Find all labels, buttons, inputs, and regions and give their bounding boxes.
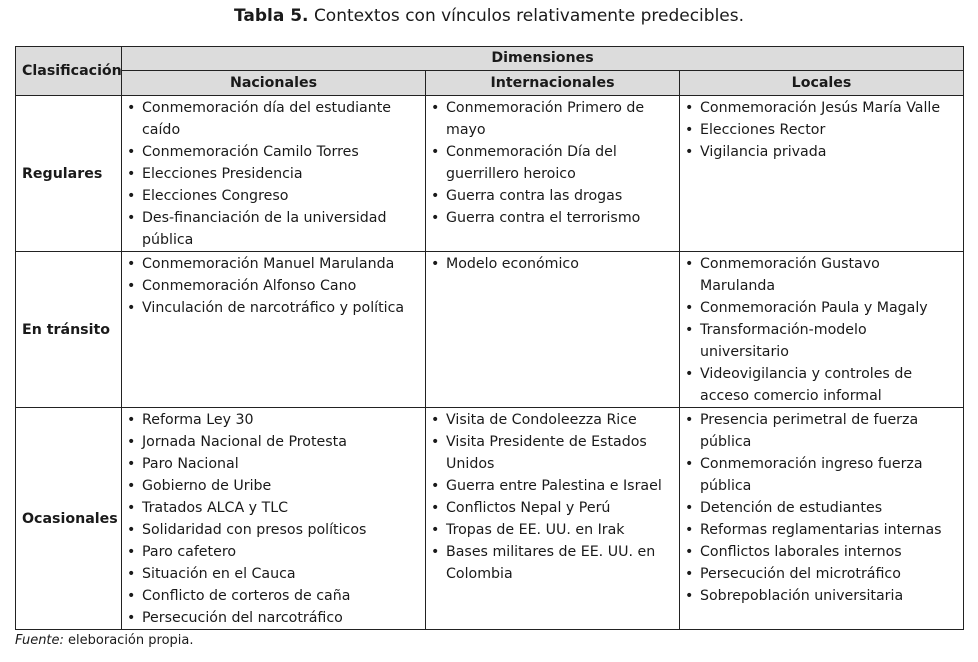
list-item: • Detención de estudiantes	[680, 497, 963, 519]
list-item: • Guerra contra el terrorismo	[426, 207, 679, 229]
cell-nacionales	[122, 252, 426, 408]
caption-title: Contextos con vínculos relativamente predecibles.	[313, 6, 745, 26]
list-item: • Tratados ALCA y TLC	[122, 497, 425, 519]
bullet-list	[122, 408, 425, 629]
list-item: • Conmemoración Paula y Magaly	[680, 297, 963, 319]
list-item: • Guerra entre Palestina e Israel	[426, 475, 679, 497]
list-item: • Conmemoración Jesús María Valle	[680, 97, 963, 119]
list-item: • Conflictos laborales internos	[680, 541, 963, 563]
bullet-list	[680, 96, 963, 163]
list-item: • Transformación-modelo universitario	[680, 319, 963, 363]
list-item: • Visita Presidente de Estados Unidos	[426, 431, 679, 475]
list-item: • Guerra contra las drogas	[426, 185, 679, 207]
list-item: • Persecución del microtráfico	[680, 563, 963, 585]
source-text: eleboración propia.	[68, 633, 194, 648]
list-item: • Gobierno de Uribe	[122, 475, 425, 497]
list-item: • Elecciones Presidencia	[122, 163, 425, 185]
list-item: • Presencia perimetral de fuerza pública	[680, 409, 963, 453]
list-item: • Conmemoración día del estudiante caído	[122, 97, 425, 141]
bullet-list	[426, 96, 679, 229]
row-label: En tránsito	[16, 252, 122, 408]
list-item: • Conmemoración Gustavo Marulanda	[680, 253, 963, 297]
caption-label: Tabla 5.	[233, 6, 309, 26]
list-item: • Videovigilancia y controles de acceso comercio informal	[680, 363, 963, 407]
header-nacionales: Nacionales	[122, 71, 426, 96]
header-locales: Locales	[680, 71, 964, 96]
table-row	[16, 408, 964, 630]
bullet-list	[680, 408, 963, 607]
bullet-list	[680, 252, 963, 407]
list-item: • Situación en el Cauca	[122, 563, 425, 585]
list-item: • Modelo económico	[426, 253, 679, 275]
header-dimensions: Dimensiones	[122, 47, 964, 71]
table-row	[16, 252, 964, 408]
list-item: • Reforma Ley 30	[122, 409, 425, 431]
source-label: Fuente:	[15, 633, 64, 648]
list-item: • Conmemoración Primero de mayo	[426, 97, 679, 141]
table-caption	[0, 4, 978, 28]
list-item: • Jornada Nacional de Protesta	[122, 431, 425, 453]
header-classification: Clasificación	[16, 47, 122, 96]
cell-internacionales	[426, 252, 680, 408]
cell-internacionales	[426, 96, 680, 252]
list-item: • Vigilancia privada	[680, 141, 963, 163]
source-note	[15, 632, 193, 650]
list-item: • Paro Nacional	[122, 453, 425, 475]
list-item: • Elecciones Congreso	[122, 185, 425, 207]
list-item: • Paro cafetero	[122, 541, 425, 563]
row-label: Regulares	[16, 96, 122, 252]
list-item: • Persecución del narcotráfico	[122, 607, 425, 629]
list-item: • Reformas reglamentarias internas	[680, 519, 963, 541]
list-item: • Conmemoración ingreso fuerza pública	[680, 453, 963, 497]
list-item: • Conmemoración Alfonso Cano	[122, 275, 425, 297]
row-label: Ocasionales	[16, 408, 122, 630]
bullet-list	[122, 96, 425, 251]
list-item: • Solidaridad con presos políticos	[122, 519, 425, 541]
cell-internacionales	[426, 408, 680, 630]
contexts-table	[15, 46, 964, 630]
list-item: • Vinculación de narcotráfico y política	[122, 297, 425, 319]
list-item: • Conmemoración Camilo Torres	[122, 141, 425, 163]
list-item: • Conflicto de corteros de caña	[122, 585, 425, 607]
list-item: • Bases militares de EE. UU. en Colombia	[426, 541, 679, 585]
list-item: • Elecciones Rector	[680, 119, 963, 141]
cell-nacionales	[122, 96, 426, 252]
list-item: • Sobrepoblación universitaria	[680, 585, 963, 607]
list-item: • Tropas de EE. UU. en Irak	[426, 519, 679, 541]
cell-nacionales	[122, 408, 426, 630]
list-item: • Visita de Condoleezza Rice	[426, 409, 679, 431]
list-item: • Conflictos Nepal y Perú	[426, 497, 679, 519]
table-row	[16, 96, 964, 252]
list-item: • Conmemoración Día del guerrillero heroico	[426, 141, 679, 185]
list-item: • Conmemoración Manuel Marulanda	[122, 253, 425, 275]
header-internacionales: Internacionales	[426, 71, 680, 96]
bullet-list	[426, 408, 679, 585]
list-item: • Des-financiación de la universidad pública	[122, 207, 425, 251]
bullet-list	[426, 252, 679, 275]
bullet-list	[122, 252, 425, 319]
cell-locales	[680, 96, 964, 252]
cell-locales	[680, 252, 964, 408]
cell-locales	[680, 408, 964, 630]
